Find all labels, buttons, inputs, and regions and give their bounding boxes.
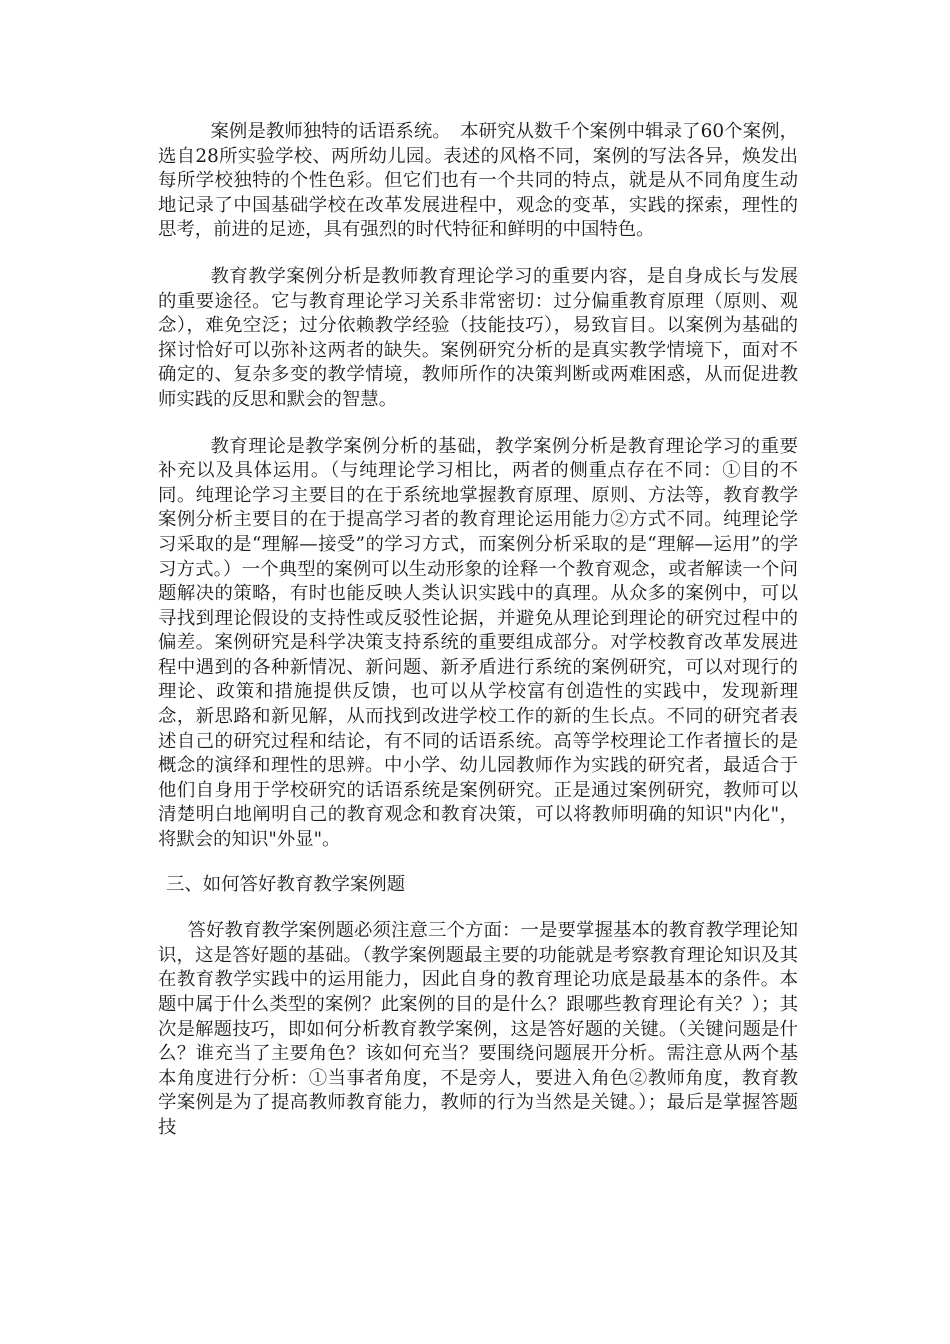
paragraph-case-discourse: 案例是教师独特的话语系统。 本研究从数千个案例中辑录了60个案例，选自28所实验学校、两所幼儿园。表述的风格不同，案例的写法各异，焕发出每所学校独特的个性色彩。但它们也有一个共同的特点，就是从不同角度生动地记录了中国基础学校在改革发展进程中，观念的变革，实践的探索，理性的思考，前进的足迹，具有强烈的时代特征和鲜明的中国特色。 xyxy=(158,121,798,241)
section-heading: 三、如何答好教育教学案例题 xyxy=(166,873,406,895)
paragraph-case-analysis: 教育教学案例分析是教师教育理论学习的重要内容，是自身成长与发展的重要途径。它与教育理论学习关系非常密切：过分偏重教育原理（原则、观念），难免空泛；过分依赖教学经验（技能技巧），易致盲目。以案例为基础的探讨恰好可以弥补这两者的缺失。案例研究分析的是真实教学情境下，面对不确定的、复杂多变的教学情境，教师所作的决策判断或两难困惑，从而促进教师实践的反思和默会的智慧。 xyxy=(158,265,798,410)
document-body xyxy=(158,120,798,1141)
paragraph-theory-basis: 教育理论是教学案例分析的基础，教学案例分析是教育理论学习的重要补充以及具体运用。（与纯理论学习相比，两者的侧重点存在不同：①目的不同。纯理论学习主要目的在于系统地掌握教育原理、原则、方法等，教育教学案例分析主要目的在于提高学习者的教育理论运用能力②方式不同。纯理论学习采取的是“理解—接受”的学习方式，而案例分析采取的是“理解—运用”的学习方式。）一个典型的案例可以生动形象的诠释一个教育观念，或者解读一个问题解决的策略，有时也能反映人类认识实践中的真理。从众多的案例中，可以寻找到理论假设的支持性或反驳性论据，并避免从理论到理论的研究过程中的偏差。案例研究是科学决策支持系统的重要组成部分。对学校教育改革发展进程中遇到的各种新情况、新问题、新矛盾进行系统的案例研究，可以对现行的理论、政策和措施提供反馈，也可以从学校富有创造性的实践中，发现新理念，新思路和新见解，从而找到改进学校工作的新的生长点。不同的研究者表述自己的研究过程和结论，有不同的话语系统。高等学校理论工作者擅长的是概念的演绎和理性的思辨。中小学、幼儿园教师作为实践的研究者，最适合于他们自身用于学校研究的话语系统是案例研究。正是通过案例研究，教师可以清楚明白地阐明自己的教育观念和教育决策，可以将教师明确的知识"内化"，将默会的知识"外显"。 xyxy=(158,435,798,851)
paragraph-answer-tips: 答好教育教学案例题必须注意三个方面：一是要掌握基本的教育教学理论知识，这是答好题的基础。（教学案例题最主要的功能就是考察教育理论知识及其在教育教学实践中的运用能力，因此自身的教育理论功底是最基本的条件。本题中属于什么类型的案例？此案例的目的是什么？跟哪些教育理论有关？）；其次是解题技巧，即如何分析教育教学案例，这是答好题的关键。（关键问题是什么？谁充当了主要角色？该如何充当？要围绕问题展开分析。需注意从两个基本角度进行分析：①当事者角度，不是旁人，要进入角色②教师角度，教育教学案例是为了提高教师教育能力，教师的行为当然是关键。）；最后是掌握答题技 xyxy=(158,920,798,1138)
